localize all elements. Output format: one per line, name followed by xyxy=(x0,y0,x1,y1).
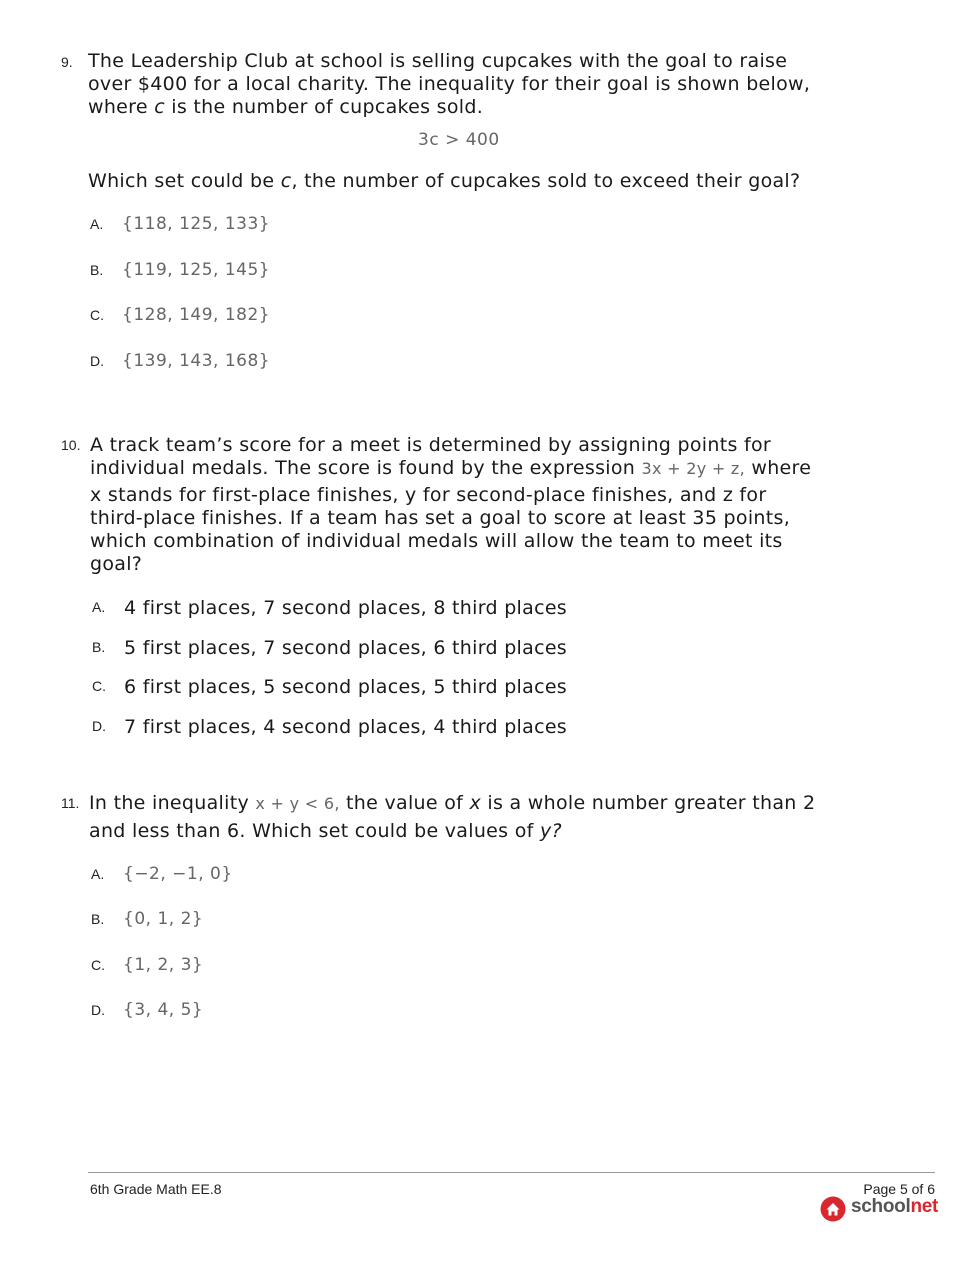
q9-line1: The Leadership Club at school is selling cupcakes with the goal to raise xyxy=(88,50,788,72)
q9-number: 9. xyxy=(61,54,73,70)
option-text: 7 first places, 4 second places, 4 third places xyxy=(124,716,568,738)
q10-line6: goal? xyxy=(90,553,143,575)
q11-line2: and less than 6. Which set could be values of y? xyxy=(89,820,562,842)
option-letter: C. xyxy=(91,957,105,973)
option-letter: C. xyxy=(90,307,104,323)
q9-prompt: Which set could be c, the number of cupcakes sold to exceed their goal? xyxy=(88,170,801,192)
option-letter: A. xyxy=(92,599,106,615)
option-letter: D. xyxy=(92,718,106,734)
option-text: {119, 125, 145} xyxy=(122,260,271,280)
option-text: {1, 2, 3} xyxy=(123,955,204,975)
option-text: 5 first places, 7 second places, 6 third places xyxy=(124,637,568,659)
q10-line3: x stands for first-place finishes, y for second-place finishes, and z for xyxy=(90,484,767,506)
q11-number: 11. xyxy=(61,795,80,811)
logo-wordmark: schoolnet xyxy=(851,1196,939,1217)
option-letter: B. xyxy=(92,639,106,655)
option-text: {118, 125, 133} xyxy=(122,214,271,234)
option-text: 4 first places, 7 second places, 8 third places xyxy=(124,597,568,619)
option-letter: C. xyxy=(92,678,106,694)
q10-line1: A track team’s score for a meet is determined by assigning points for xyxy=(90,434,772,456)
option-letter: D. xyxy=(90,353,104,369)
option-text: {0, 1, 2} xyxy=(123,909,204,929)
q10-number: 10. xyxy=(61,437,81,453)
q9-line3: where c is the number of cupcakes sold. xyxy=(88,96,484,118)
home-icon xyxy=(820,1196,846,1222)
option-letter: D. xyxy=(91,1002,105,1018)
schoolnet-logo xyxy=(820,1195,939,1221)
option-text: {−2, −1, 0} xyxy=(123,864,233,884)
option-letter: B. xyxy=(90,262,104,278)
q11-line1: In the inequality x + y < 6, the value of x is a whole number greater than 2 xyxy=(89,792,816,814)
option-letter: A. xyxy=(91,866,105,882)
q9-equation: 3c > 400 xyxy=(418,130,500,150)
footer-title: 6th Grade Math EE.8 xyxy=(90,1181,222,1197)
footer-divider xyxy=(88,1172,935,1173)
option-text: {139, 143, 168} xyxy=(122,351,271,371)
q10-line4: third-place finishes. If a team has set a goal to score at least 35 points, xyxy=(90,507,791,529)
q10-line2: individual medals. The score is found by the expression 3x + 2y + z, where xyxy=(90,457,812,479)
q10-expression: 3x + 2y + z, xyxy=(641,459,746,478)
option-letter: A. xyxy=(90,216,104,232)
q9-line2: over $400 for a local charity. The inequality for their goal is shown below, xyxy=(88,73,811,95)
q11-inequality: x + y < 6, xyxy=(255,794,340,813)
option-text: {3, 4, 5} xyxy=(123,1000,204,1020)
option-text: 6 first places, 5 second places, 5 third places xyxy=(124,676,568,698)
option-text: {128, 149, 182} xyxy=(122,305,271,325)
option-letter: B. xyxy=(91,911,105,927)
footer-page-number: Page 5 of 6 xyxy=(863,1181,935,1197)
q10-line5: which combination of individual medals will allow the team to meet its xyxy=(90,530,783,552)
